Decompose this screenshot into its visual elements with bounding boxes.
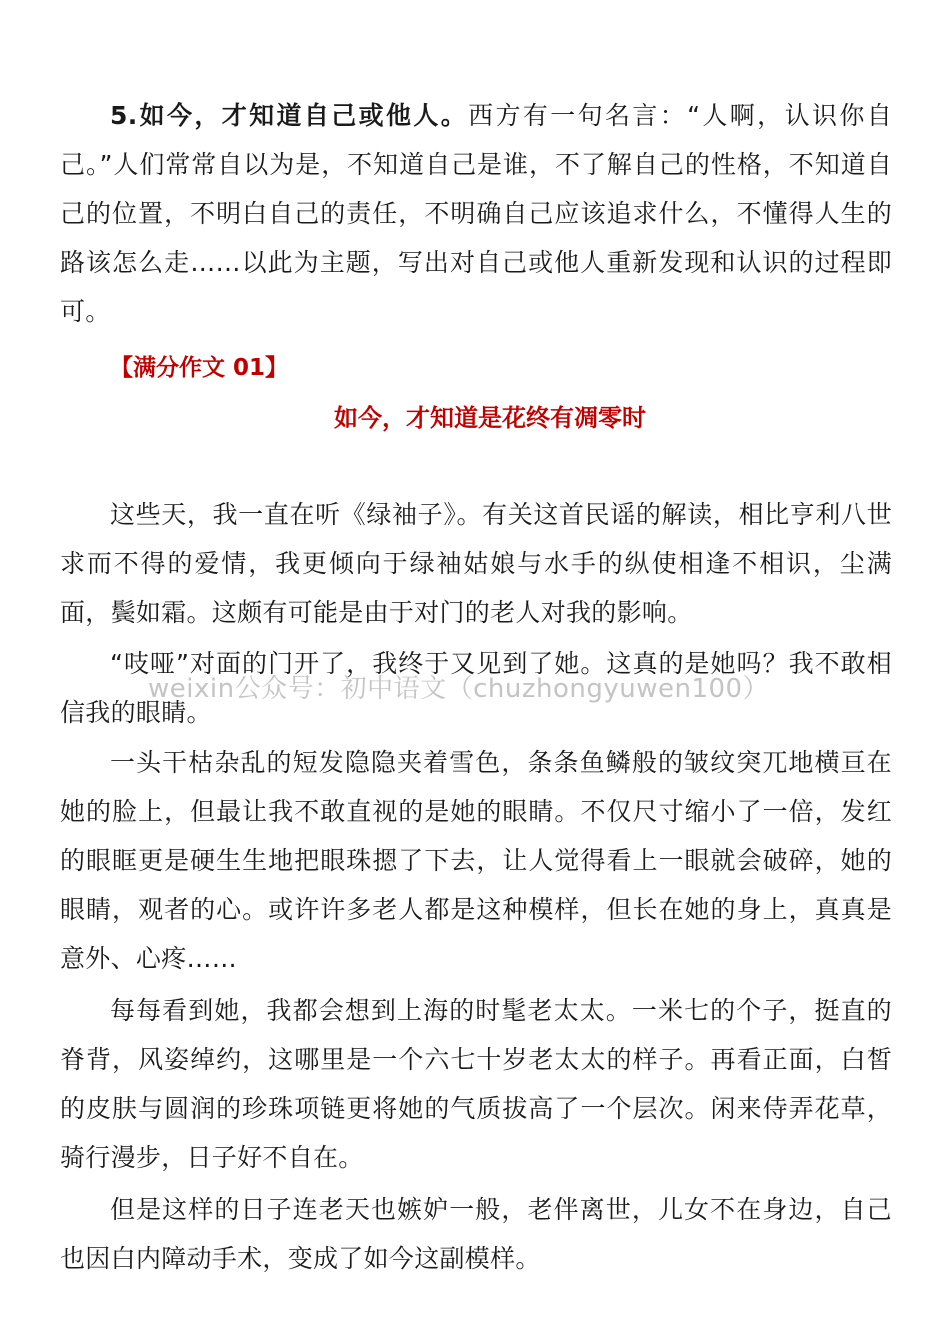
prompt-text: 西方有一句名言：“人啊，认识你自己。”人们常常自以为是，不知道自己是谁，不了解自己的性格，不知道自己的位置，不明白自己的责任，不明确自己应该追求什么，不懂得人生的路该怎么走……以此为主题，写出对自己或他人重新发现和认识的过程即可。 [60,101,892,326]
prompt-title: 5.如今，才知道自己或他人。 [110,101,469,130]
essay-paragraph-1: 这些天，我一直在听《绿袖子》。有关这首民谣的解读，相比亨利八世求而不得的爱情，我更倾向于绿袖姑娘与水手的纵使相逢不相识，尘满面，鬓如霜。这颇有可能是由于对门的老人对我的影响。 [60,500,892,627]
watermark: weixin公众号：初中语文（chuzhongyuwen100） [148,674,770,704]
essay-paragraph-3: 一头干枯杂乱的短发隐隐夹着雪色，条条鱼鳞般的皱纹突兀地横亘在她的脸上，但最让我不敢直视的是她的眼睛。不仅尺寸缩小了一倍，发红的眼眶更是硬生生地把眼珠摁了下去，让人觉得看上一眼就会破碎，她的眼睛，观者的心。或许许多老人都是这种模样，但长在她的身上，真真是意外、心疼…… [60,748,892,973]
essay-paragraph-5: 但是这样的日子连老天也嫉妒一般，老伴离世，儿女不在身边，自己也因白内障动手术，变成了如今这副模样。 [60,1195,892,1273]
essay-paragraph-2: “吱哑”对面的门开了，我终于又见到了她。这真的是她吗？我不敢相信我的眼睛。 [60,649,892,727]
essay-paragraph-4: 每每看到她，我都会想到上海的时髦老太太。一米七的个子，挺直的脊背，风姿绰约，这哪里是一个六七十岁老太太的样子。再看正面，白皙的皮肤与圆润的珍珠项链更将她的气质拔高了一个层次。闲来侍弄花草，骑行漫步，日子好不自在。 [60,996,892,1172]
prompt-paragraph [60,91,892,336]
essay-title: 如今，才知道是花终有凋零时 [334,404,646,432]
essay-label: 【满分作文 01】 [110,355,289,381]
